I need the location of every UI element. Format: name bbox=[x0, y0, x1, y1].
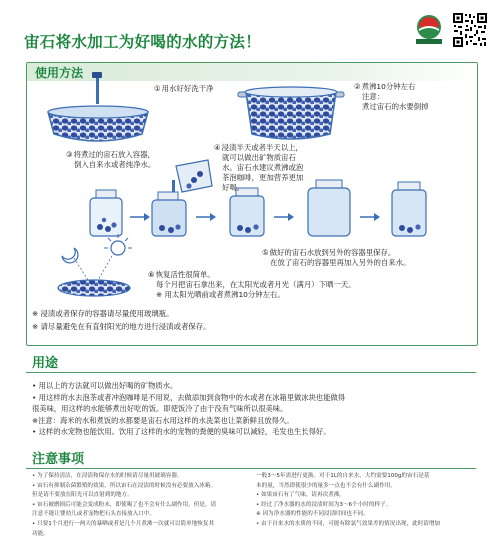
step2-illustration bbox=[238, 87, 344, 139]
step6-illustration bbox=[58, 234, 132, 296]
usage-note: ※ 请尽量避免在有直射阳光的地方进行浸渍或者保存。 bbox=[32, 321, 211, 331]
uses-item: • 这样的水宠物也能饮用。饮用了这样的水的宠物的粪便的臭味可以减轻，毛发也生长得好。 bbox=[32, 427, 331, 437]
cautions-heading: 注意事项 bbox=[32, 452, 85, 467]
uses-item: • 用这样的水去泡茶或者冲泡咖啡是不用说，去做添加到食物中的水或者在冰箱里做冰块也能做得 bbox=[32, 392, 346, 402]
uses-item: • 用以上的方法就可以做出好喝的矿物质水。 bbox=[32, 381, 178, 390]
cautions-divider bbox=[26, 468, 476, 469]
caution-line: 一般3～5年需进行更换。对于1L的自来水，大约需要100g的宙石是基 bbox=[256, 473, 430, 479]
brand-logo-icon bbox=[412, 12, 446, 46]
cautions-left-column bbox=[32, 472, 246, 539]
caution-line: • 宙石被磨损后可能会变成粉末，即使喝了也不会有什么副作用。但是，请 bbox=[32, 501, 217, 508]
caution-line: 功能。 bbox=[32, 530, 49, 537]
usage-note: ※ 浸渍或者保存的容器请尽量使用玻璃瓶。 bbox=[32, 309, 174, 318]
caution-line: • 由于自来水的水质的不同，可能有除氯气效果差的情况出现，此时请增加 bbox=[256, 520, 441, 527]
uses-heading: 用途 bbox=[32, 356, 59, 371]
step-1: ①用水好好洗干净 bbox=[154, 84, 214, 93]
caution-line: 本的量，当然即使很少的量多一点也不会有什么副作用。 bbox=[256, 482, 396, 489]
step3-illustration bbox=[176, 160, 212, 192]
step-3: ③将煮过的宙石放入容器， 倒入自来水或者纯净水。 bbox=[66, 150, 156, 169]
cautions-right-column bbox=[256, 472, 470, 530]
qr-code-icon[interactable] bbox=[452, 12, 488, 48]
caution-line: • 只要1个月进行一两天的暴晒或者是几个月煮沸一次就可以简单地恢复其 bbox=[32, 520, 215, 527]
page-title: 宙石将水加工为好喝的水的方法！ bbox=[24, 33, 262, 51]
caution-line: 注意不能让婴幼儿或者宠物把石头直接放入口中。 bbox=[32, 511, 156, 518]
uses-divider bbox=[26, 372, 476, 373]
caution-line: • 为了保持清洁，在浸渍和保存水的时候请尽量用玻璃容器。 bbox=[32, 473, 183, 479]
usage-heading: 使用方法 bbox=[35, 66, 84, 80]
uses-item: ※注意：海米的水和煮饭的水都要是宙石水用这样的水洗菜也让菜新鲜且放得久。 bbox=[32, 415, 294, 425]
uses-item: 很美味，用这样的水能够煮出好吃的饭。即使饭冷了由于没有气味所以很美味。 bbox=[32, 404, 288, 414]
step1-illustration bbox=[48, 72, 148, 141]
caution-line: • 如果宙石有了气味，请再次煮沸。 bbox=[256, 492, 345, 499]
caution-line: • 宙石有抑制杂菌繁殖的效果，所以宙石在浸渍的时候没有必要放入冰箱。 bbox=[32, 482, 217, 489]
caution-line: 但是请不要放在阳光可以直射到的地方。 bbox=[32, 492, 133, 499]
step-2: ②煮沸10分钟左右 注意： 煮过宙石的水要倒掉 bbox=[354, 82, 429, 111]
usage-notes bbox=[32, 308, 211, 333]
caution-line: • 经过了净水器的水的浸渍时间为3～6个小时的样子。 bbox=[256, 501, 392, 508]
uses-list bbox=[32, 380, 468, 438]
caution-line: ※ 因为净水器的性能的不同浸渍时间也不同。 bbox=[256, 511, 369, 518]
step-4: ④浸渍半天或者半天以上， 就可以做出矿物质宙石 水。宙石水建议煮沸或泡 茶泡咖啡，更加营养更加 好喝。 bbox=[214, 143, 304, 192]
step-5: ⑤做好的宙石水放到另外的容器里保存。 在放了宙石的容器里再加入另外的自来水。 bbox=[262, 248, 411, 267]
step-6: ⑥恢复活性很简单。 每个月把宙石拿出来，在太阳光或者月光（满月）下晒一天。 ※ 用太阳光晒前或者煮沸10分钟左右。 bbox=[148, 270, 356, 299]
